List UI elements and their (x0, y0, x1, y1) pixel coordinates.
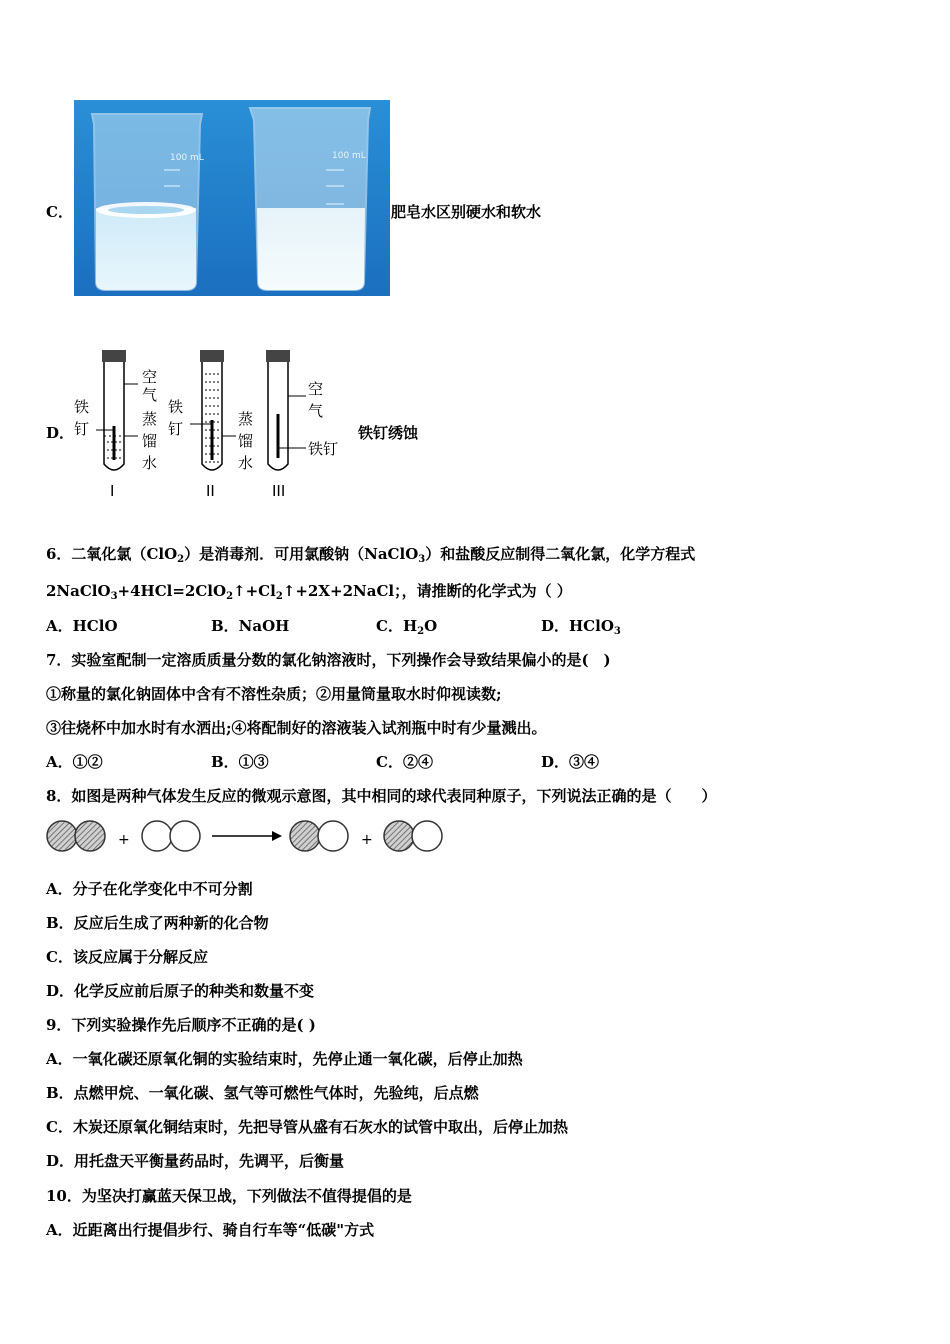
option-d-letter: D． (46, 424, 75, 442)
q7-stem: 7．实验室配制一定溶质质量分数的氯化钠溶液时，下列操作会导致结果偏小的是( ) (46, 651, 611, 669)
q8-option-c: C．该反应属于分解反应 (46, 948, 208, 966)
tube1-right-label-4: 水 (142, 454, 158, 472)
q6-option-c: C．$H_2O$ (376, 617, 438, 637)
q7-line2: ①称量的氯化钠固体中含有不溶性杂质；②用量筒量取水时仰视读数; (46, 685, 502, 703)
q8-option-d: D．化学反应前后原子的种类和数量不变 (46, 982, 315, 1000)
beakers-photo (74, 100, 390, 296)
q9-option-a: A．一氧化碳还原氧化铜的实验结束时，先停止通一氧化碳，后停止加热 (46, 1050, 523, 1068)
option-c-letter: C． (46, 203, 73, 221)
q9-option-b: B．点燃甲烷、一氧化碳、氢气等可燃性气体时，先验纯，后点燃 (46, 1084, 479, 1102)
tube2-right-label-2: 水 (238, 454, 254, 472)
q7-line3: ③往烧杯中加水时有水洒出;④将配制好的溶液装入试剂瓶中时有少量溅出。 (46, 719, 547, 737)
q7-option-c: C．②④ (376, 753, 433, 771)
tube1-right-label-1: 气 (142, 386, 158, 404)
tube3-nail-label: 铁钉 (308, 440, 339, 458)
tube2-right-label-1: 馏 (238, 432, 254, 450)
q8-stem: 8．如图是两种气体发生反应的微观示意图，其中相同的球代表同种原子，下列说法正确的是（ ） (46, 787, 717, 805)
tube2-left-label-1: 铁 (168, 398, 184, 416)
q7-option-b: B．①③ (211, 753, 269, 771)
tube3-right-label-0: 空 (308, 380, 324, 398)
beaker-left-mark: 100 mL (170, 153, 204, 163)
q6-line2: $2NaClO_3+4HCl=2ClO_2↑+Cl_2↑+2X+2NaCl$；，请推断的化学式为（ ） (46, 582, 572, 602)
tube2-left-label-2: 钉 (168, 420, 184, 438)
option-c-caption: 肥皂水区别硬水和软水 (391, 203, 542, 221)
tube1-right-label-0: 空 (142, 368, 158, 386)
q9-option-c: C．木炭还原氧化铜结束时，先把导管从盛有石灰水的试管中取出，后停止加热 (46, 1118, 568, 1136)
tube1-right-label-2: 蒸 (142, 410, 158, 428)
q9-stem: 9．下列实验操作先后顺序不正确的是( ) (46, 1016, 316, 1034)
option-d-caption: 铁钉绣蚀 (358, 424, 419, 442)
tube2-roman: II (206, 482, 215, 500)
molecule-reaction-diagram (40, 812, 460, 862)
q7-option-a: A．①② (46, 753, 103, 771)
q10-option-a: A．近距离出行提倡步行、骑自行车等“低碳"方式 (46, 1221, 375, 1239)
tube1-left-label-2: 钉 (74, 420, 90, 438)
beaker-right-mark: 100 mL (332, 151, 366, 161)
plus-sign-2: + (361, 832, 373, 848)
q6-option-a: A．HClO (46, 617, 118, 635)
q8-option-b: B．反应后生成了两种新的化合物 (46, 914, 269, 932)
tube1-roman: I (110, 482, 115, 500)
q9-option-d: D．用托盘天平衡量药品时，先调平，后衡量 (46, 1152, 345, 1170)
q7-option-d: D．③④ (541, 753, 600, 771)
iron-nail-tubes-diagram (66, 344, 356, 506)
q6-option-b: B．NaOH (211, 617, 290, 635)
tube1-left-label-1: 铁 (74, 398, 90, 416)
tube3-roman: III (272, 482, 286, 500)
q8-option-a: A．分子在化学变化中不可分割 (46, 880, 253, 898)
tube3-right-label-1: 气 (308, 402, 324, 420)
q6-option-d: D．HClO$_3$ (541, 617, 621, 637)
plus-sign-1: + (118, 832, 130, 848)
tube1-right-label-3: 馏 (142, 432, 158, 450)
tube2-right-label-0: 蒸 (238, 410, 254, 428)
q10-stem: 10．为坚决打赢蓝天保卫战，下列做法不值得提倡的是 (46, 1187, 412, 1205)
q6-line1: 6．二氧化氯（ClO$_2$）是消毒剂．可用氯酸钠（NaClO$_3$）和盐酸反应制得二氧化氯，化学方程式 (46, 545, 696, 565)
